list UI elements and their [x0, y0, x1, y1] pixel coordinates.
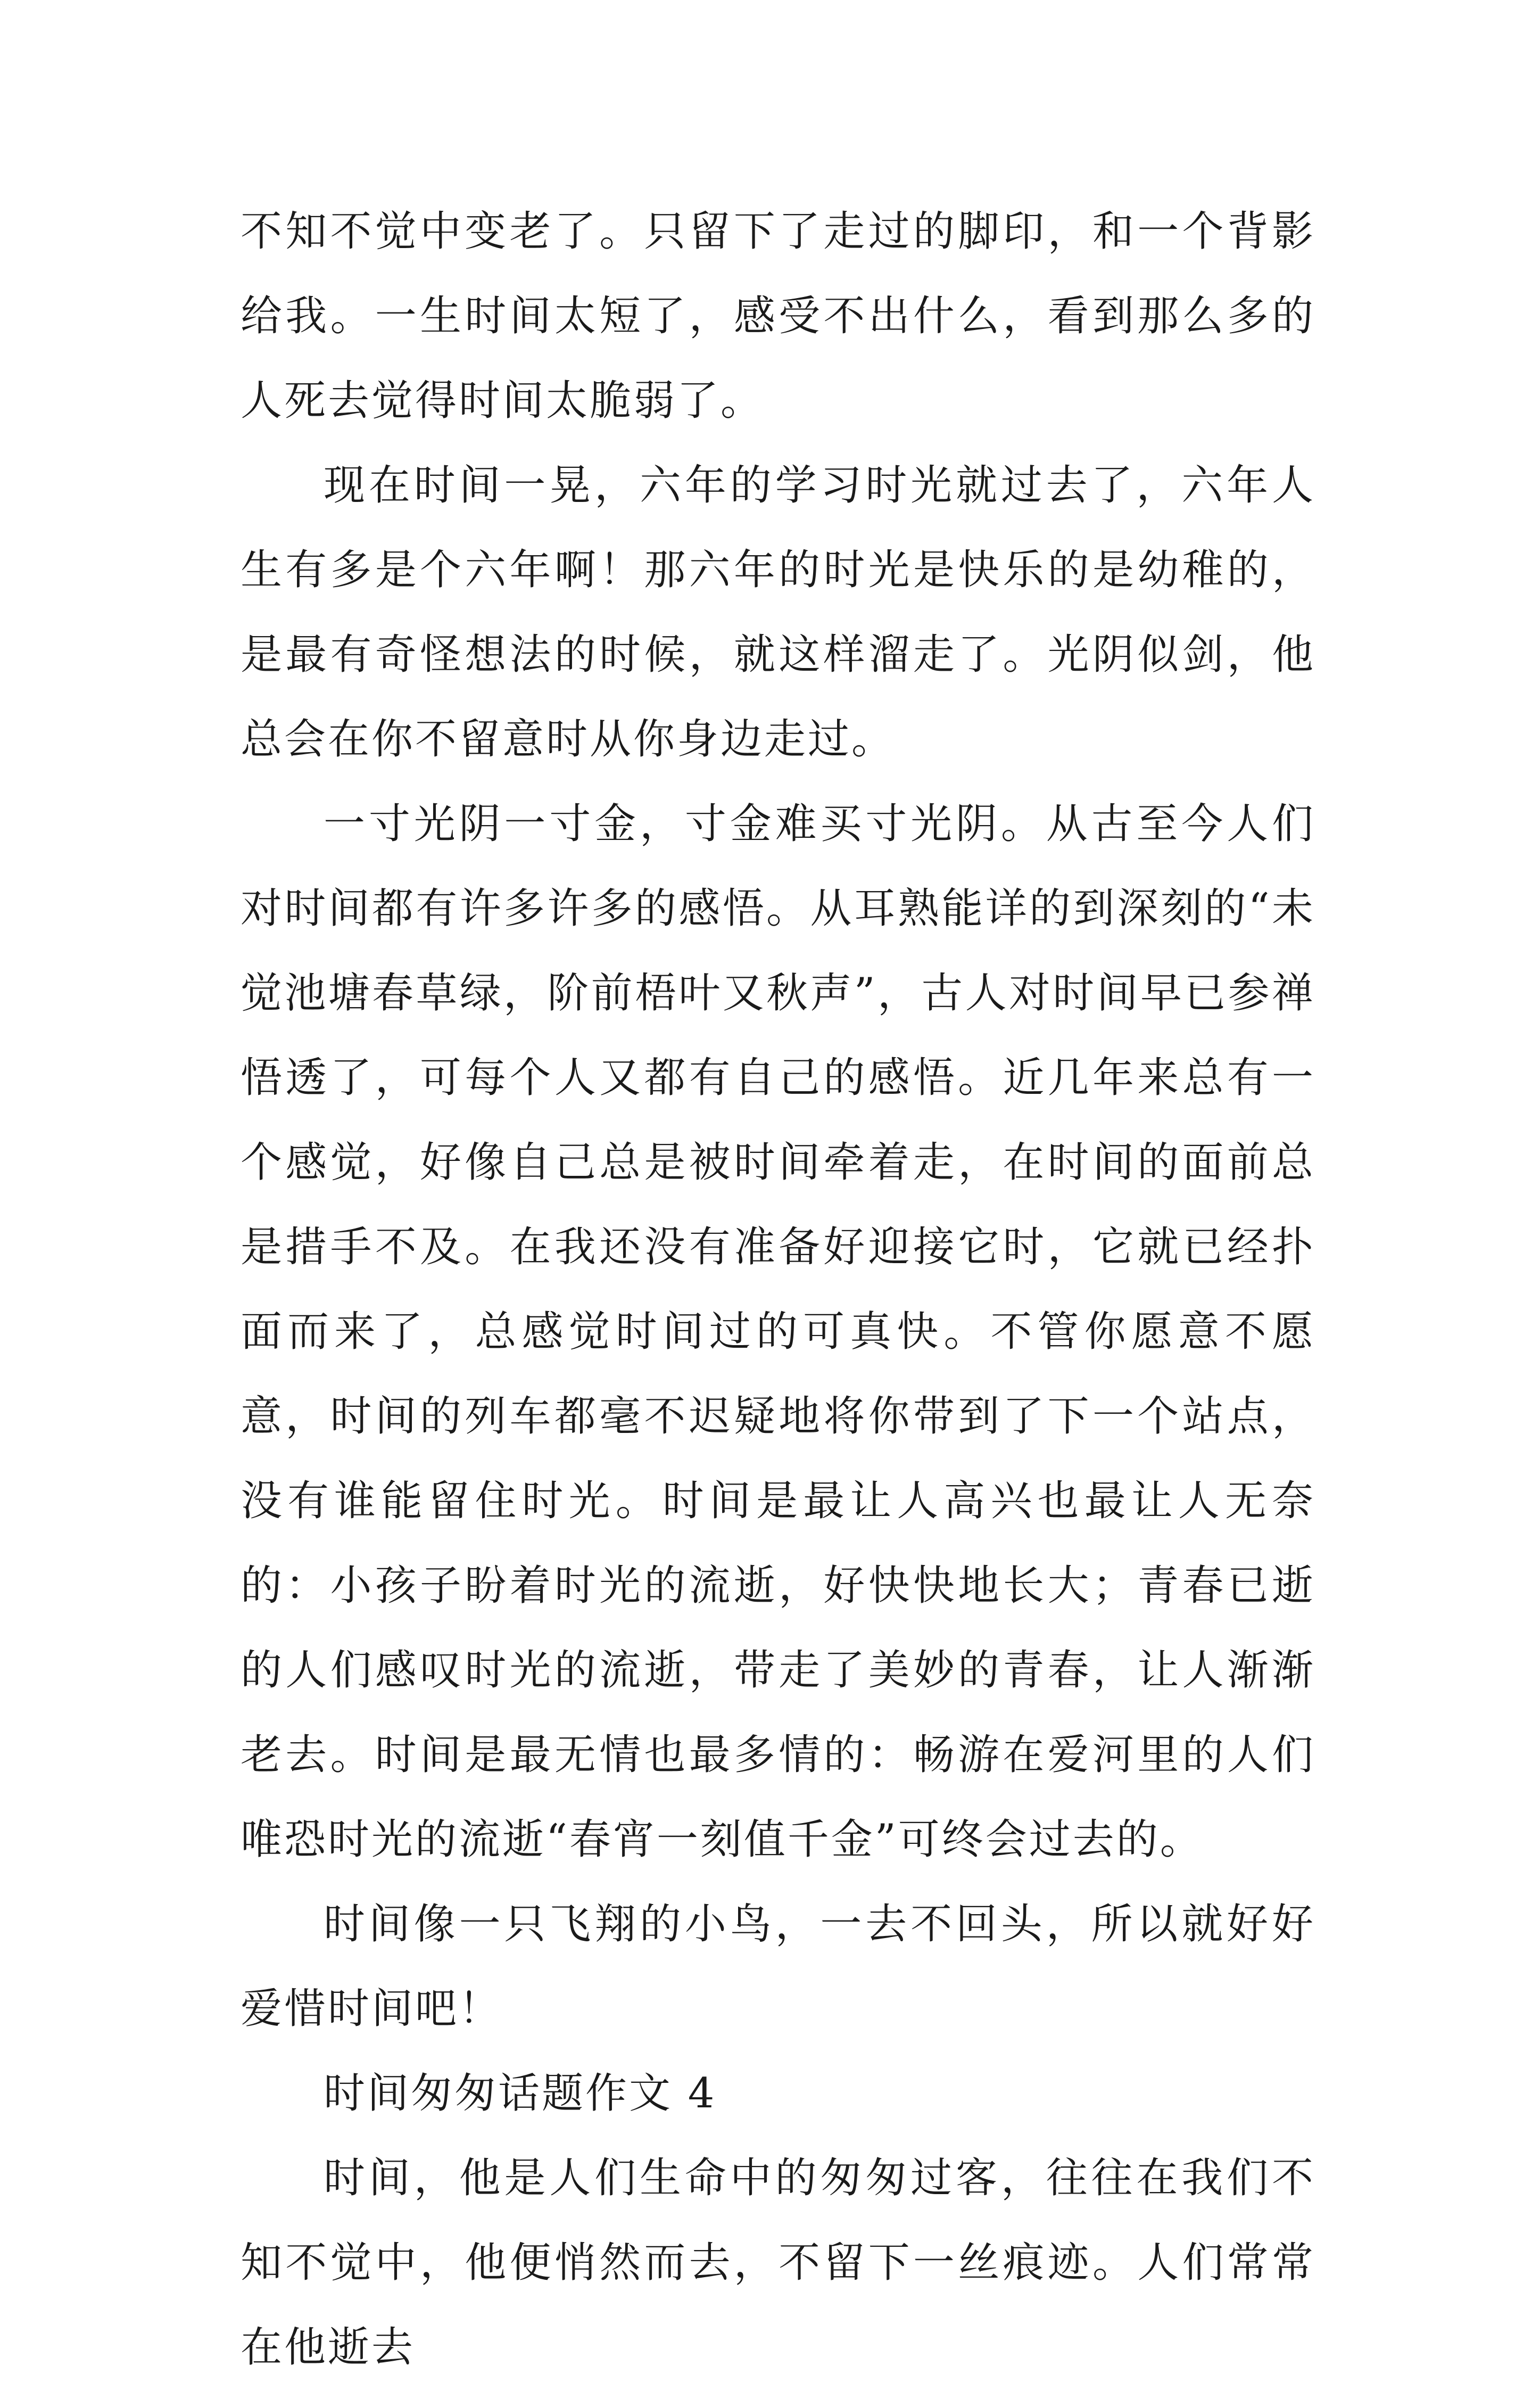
paragraph-1: 不知不觉中变老了。只留下了走过的脚印，和一个背影给我。一生时间太短了，感受不出什么，看到那么多的人死去觉得时间太脆弱了。 [241, 208, 1315, 425]
document-body [241, 189, 1315, 2390]
paragraph-3: 一寸光阴一寸金，寸金难买寸光阴。从古至今人们对时间都有许多许多的感悟。从耳熟能详的到深刻的“未觉池塘春草绿，阶前梧叶又秋声”，古人对时间早已参禅悟透了，可每个人又都有自己的感悟。近几年来总有一个感觉，好像自己总是被时间牵着走，在时间的面前总是措手不及。在我还没有准备好迎接它时，它就已经扑面而来了，总感觉时间过的可真快。不管你愿意不愿意，时间的列车都毫不迟疑地将你带到了下一个站点，没有谁能留住时光。时间是最让人高兴也最让人无奈的：小孩子盼着时光的流逝，好快快地长大；青春已逝的人们感叹时光的流逝，带走了美妙的青春，让人渐渐老去。时间是最无情也最多情的：畅游在爱河里的人们唯恐时光的流逝“春宵一刻值千金”可终会过去的。 [241, 800, 1315, 1864]
paragraph-4: 时间像一只飞翔的小鸟，一去不回头，所以就好好爱惜时间吧！ [241, 1900, 1315, 2033]
paragraph-2: 现在时间一晃，六年的学习时光就过去了，六年人生有多是个六年啊！那六年的时光是快乐的是幼稚的，是最有奇怪想法的时候，就这样溜走了。光阴似剑，他总会在你不留意时从你身边走过。 [241, 461, 1315, 763]
paragraph-5: 时间，他是人们生命中的匆匆过客，往往在我们不知不觉中，他便悄然而去，不留下一丝痕迹。人们常常在他逝去 [241, 2154, 1315, 2371]
section-heading: 时间匆匆话题作文 4 [324, 2070, 717, 2117]
